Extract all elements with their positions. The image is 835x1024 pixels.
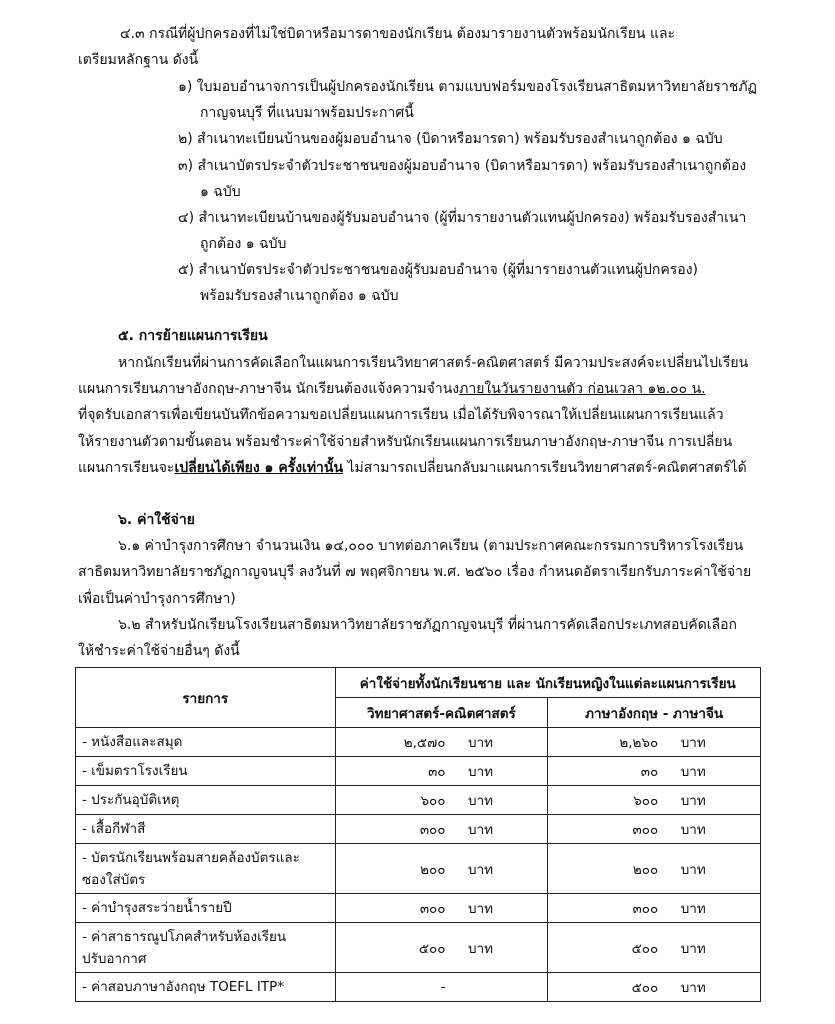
column-header-item: รายการ	[76, 668, 336, 728]
table-row	[76, 786, 761, 815]
science-math-cost-cell	[335, 815, 548, 844]
currency-unit: บาท	[680, 940, 706, 957]
cost-amount: ๒,๒๖๐	[619, 735, 659, 751]
section-4-3-line-1: ๔.๓ กรณีที่ผู้ปกครองที่ไม่ใช่บิดาหรือมารดาของนักเรียน ต้องมารายงานตัวพร้อมนักเรียน และ	[120, 26, 676, 42]
cost-amount: ๕๐๐	[418, 940, 446, 957]
list-item: พร้อมรับรองสำเนาถูกต้อง ๑ ฉบับ	[200, 288, 399, 304]
currency-unit: บาท	[468, 793, 494, 809]
cost-amount: ๓๐๐	[419, 901, 446, 917]
section-5-paragraph-line: ที่จุดรับเอกสารเพื่อเขียนบันทึกข้อความขอเปลี่ยนแผนการเรียน เมื่อได้รับพิจารณาให้เปลี่ยนแผนการเรียนแล้ว	[78, 407, 724, 423]
cost-amount: ๒,๕๗๐	[403, 735, 446, 751]
english-chinese-cost-cell	[548, 786, 761, 815]
cost-amount: ๓๐๐	[419, 822, 446, 838]
cost-item-label: - ค่าบำรุงสระว่ายน้ำรายปี	[82, 900, 232, 916]
cost-item-label: - ค่าสอบภาษาอังกฤษ TOEFL ITP*	[82, 979, 284, 995]
science-math-cost-cell	[335, 844, 548, 894]
currency-unit: บาท	[680, 901, 706, 917]
cost-item-cell	[76, 757, 336, 786]
cost-amount: ๓๐	[640, 764, 659, 780]
cost-item-label: - หนังสือและสมุด	[82, 734, 183, 750]
currency-unit: บาท	[468, 861, 494, 878]
column-header-english-chinese: ภาษาอังกฤษ - ภาษาจีน	[548, 698, 761, 728]
list-item: ๔) สำเนาทะเบียนบ้านของผู้รับมอบอำนาจ (ผู้ที่มารายงานตัวแทนผู้ปกครอง) พร้อมรับรองสำเนา	[178, 210, 747, 226]
cost-item-label: - เสื้อกีฬาสี	[82, 821, 146, 837]
list-item: ๑ ฉบับ	[200, 184, 241, 200]
cost-amount: ๓๐๐	[632, 822, 659, 838]
section-6-paragraph-line: ๖.๒ สำหรับนักเรียนโรงเรียนสาธิตมหาวิทยาลัยราชภัฏกาญจนบุรี ที่ผ่านการคัดเลือกประเภทสอบคัดเลือก	[118, 617, 737, 633]
currency-unit: บาท	[680, 764, 706, 780]
cost-amount: ๓๐๐	[632, 901, 659, 917]
table-row	[76, 973, 761, 1002]
section-5-paragraph-line	[78, 458, 747, 478]
list-item: ๕) สำเนาบัตรประจำตัวประชาชนของผู้รับมอบอำนาจ (ผู้ที่มารายงานตัวแทนผู้ปกครอง)	[178, 262, 699, 278]
cost-item-cell	[76, 923, 336, 973]
column-header-science-math: วิทยาศาสตร์-คณิตศาสตร์	[335, 698, 548, 728]
section-5-paragraph-line	[78, 379, 706, 399]
column-header-group: ค่าใช้จ่ายทั้งนักเรียนชาย และ นักเรียนหญิงในแต่ละแผนการเรียน	[335, 668, 760, 698]
list-item: กาญจนบุรี ที่แนบมาพร้อมประกาศนี้	[200, 105, 414, 121]
currency-unit: บาท	[468, 901, 494, 917]
currency-unit: บาท	[680, 861, 706, 878]
science-math-cost-cell	[335, 894, 548, 923]
paragraph-text: ไม่สามารถเปลี่ยนกลับมาแผนการเรียนวิทยาศาสตร์-คณิตศาสตร์ได้	[343, 460, 747, 476]
table-body	[76, 728, 761, 1002]
cost-amount: ๓๐	[428, 764, 446, 780]
cost-item-cell	[76, 894, 336, 923]
section-6-paragraph-line: เพื่อเป็นค่าบำรุงการศึกษา)	[78, 591, 236, 607]
once-only-underlined: เปลี่ยนได้เพียง ๑ ครั้งเท่านั้น	[174, 460, 344, 476]
cost-item-cell	[76, 786, 336, 815]
table-header-row	[76, 668, 761, 698]
table-row	[76, 894, 761, 923]
section-6-paragraph-line: ๖.๑ ค่าบำรุงการศึกษา จำนวนเงิน ๑๔,๐๐๐ บาทต่อภาคเรียน (ตามประกาศคณะกรรมการบริหารโรงเรียน	[118, 538, 744, 554]
english-chinese-cost-cell	[548, 923, 761, 973]
table-row	[76, 757, 761, 786]
cost-amount: ๖๐๐	[633, 793, 659, 809]
cost-item-label: - ค่าสาธารณูปโภคสำหรับห้องเรียน	[82, 928, 287, 945]
paragraph-text: แผนการเรียนจะ	[78, 460, 175, 476]
cost-amount: ๖๐๐	[420, 793, 446, 809]
list-item: ๓) สำเนาบัตรประจำตัวประชาชนของผู้มอบอำนาจ (บิดาหรือมารดา) พร้อมรับรองสำเนาถูกต้อง	[178, 158, 747, 174]
cost-item-label: - บัตรนักเรียนพร้อมสายคล้องบัตรและ	[82, 849, 300, 866]
section-6-heading: ๖. ค่าใช้จ่าย	[118, 512, 195, 528]
list-item: ๒) สำเนาทะเบียนบ้านของผู้มอบอำนาจ (บิดาหรือมารดา) พร้อมรับรองสำเนาถูกต้อง ๑ ฉบับ	[178, 131, 723, 147]
section-4-3-line-2: เตรียมหลักฐาน ดังนี้	[78, 52, 199, 68]
currency-unit: บาท	[468, 764, 494, 780]
currency-unit: บาท	[468, 735, 494, 751]
cost-amount: ๒๐๐	[632, 861, 659, 878]
table-row	[76, 923, 761, 973]
cost-item-cell	[76, 973, 336, 1002]
table-row	[76, 815, 761, 844]
section-6-paragraph-line: ให้ชำระค่าใช้จ่ายอื่นๆ ดังนี้	[78, 643, 240, 659]
section-5-paragraph-line: หากนักเรียนที่ผ่านการคัดเลือกในแผนการเรียนวิทยาศาสตร์-คณิตศาสตร์ มีความประสงค์จะเปลี่ยนไปเรียน	[118, 355, 749, 371]
cost-amount: ๕๐๐	[631, 980, 659, 996]
english-chinese-cost-cell	[548, 894, 761, 923]
cost-item-cell	[76, 844, 336, 894]
cost-item-cell	[76, 728, 336, 757]
cost-item-label-continued: ปรับอากาศ	[82, 950, 147, 967]
section-6-paragraph-line: สาธิตมหาวิทยาลัยราชภัฏกาญจนบุรี ลงวันที่ ๗ พฤศจิกายน พ.ศ. ๒๕๖๐ เรื่อง กำหนดอัตราเรียกรับภาระค่าใช้จ่าย	[78, 564, 752, 580]
currency-unit: บาท	[680, 735, 706, 751]
cost-item-label: - ประกันอุบัติเหตุ	[82, 792, 180, 808]
currency-unit: บาท	[468, 940, 494, 957]
english-chinese-cost-cell	[548, 757, 761, 786]
science-math-cost-cell	[335, 728, 548, 757]
currency-unit: บาท	[680, 980, 706, 996]
cost-item-label: - เข็มตราโรงเรียน	[82, 763, 188, 779]
table-row	[76, 728, 761, 757]
science-math-cost-cell	[335, 786, 548, 815]
english-chinese-cost-cell	[548, 728, 761, 757]
currency-unit: บาท	[468, 822, 494, 838]
list-item: ถูกต้อง ๑ ฉบับ	[200, 236, 287, 252]
science-math-cost-cell	[335, 923, 548, 973]
cost-amount: ๕๐๐	[631, 940, 659, 957]
table-row	[76, 844, 761, 894]
science-math-cost-cell	[335, 973, 548, 1002]
english-chinese-cost-cell	[548, 815, 761, 844]
cost-item-cell	[76, 815, 336, 844]
section-5-paragraph-line: ให้รายงานตัวตามขั้นตอน พร้อมชำระค่าใช้จ่ายสำหรับนักเรียนแผนการเรียนภาษาอังกฤษ-ภาษาจีน การเปลี่ยน	[78, 434, 733, 450]
cost-item-label-continued: ซองใส่บัตร	[82, 871, 146, 888]
cost-amount: ๒๐๐	[420, 861, 446, 878]
english-chinese-cost-cell	[548, 973, 761, 1002]
costs-table	[75, 667, 761, 1002]
currency-unit: บาท	[680, 793, 706, 809]
science-math-cost-cell	[335, 757, 548, 786]
section-5-heading: ๕. การย้ายแผนการเรียน	[118, 328, 268, 344]
list-item: ๑) ใบมอบอำนาจการเป็นผู้ปกครองนักเรียน ตามแบบฟอร์มของโรงเรียนสาธิตมหาวิทยาลัยราชภัฏ	[178, 79, 757, 95]
deadline-underlined: ภายในวันรายงานตัว ก่อนเวลา ๑๒.๐๐ น.	[459, 381, 706, 397]
cost-amount: -	[440, 979, 446, 995]
currency-unit: บาท	[680, 822, 706, 838]
paragraph-text: แผนการเรียนภาษาอังกฤษ-ภาษาจีน นักเรียนต้องแจ้งความจำนง	[78, 381, 460, 397]
english-chinese-cost-cell	[548, 844, 761, 894]
